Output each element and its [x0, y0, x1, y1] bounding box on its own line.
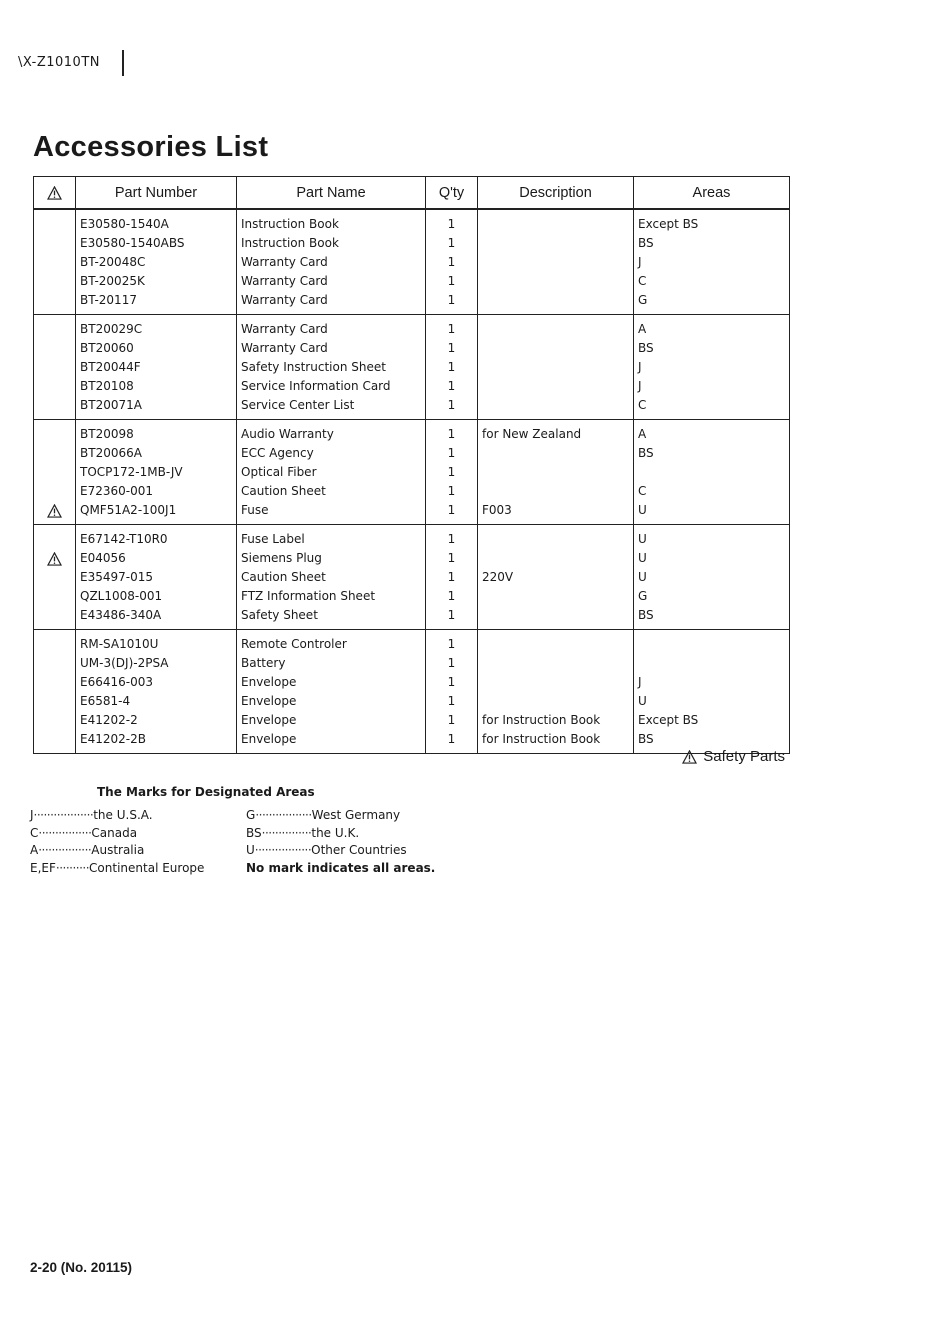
description-cell	[478, 587, 634, 606]
area-name: Other Countries	[311, 843, 407, 857]
description-cell	[478, 234, 634, 253]
table-row	[34, 654, 790, 673]
area-code: J	[30, 808, 34, 822]
leader-dots: ··················	[33, 808, 94, 822]
description-cell	[478, 291, 634, 315]
areas-cell: U	[634, 568, 790, 587]
description-cell	[478, 396, 634, 420]
safety-mark-cell	[34, 234, 76, 253]
area-legend-left	[30, 807, 204, 877]
header-description: Description	[478, 177, 634, 210]
part-name-cell: Instruction Book	[237, 234, 426, 253]
part-number-cell: BT20098	[76, 420, 237, 445]
qty-cell: 1	[426, 606, 478, 630]
part-number-cell: RM-SA1010U	[76, 630, 237, 655]
part-name-cell: Warranty Card	[237, 339, 426, 358]
part-name-cell: Caution Sheet	[237, 482, 426, 501]
area-code: BS	[246, 825, 262, 840]
description-cell	[478, 606, 634, 630]
part-number-cell: QMF51A2-100J1	[76, 501, 237, 525]
qty-cell: 1	[426, 501, 478, 525]
areas-cell: C	[634, 396, 790, 420]
page-footer: 2-20 (No. 20115)	[30, 1260, 133, 1275]
description-cell	[478, 377, 634, 396]
part-number-cell: E35497-015	[76, 568, 237, 587]
warning-triangle-icon	[47, 552, 62, 566]
description-cell	[478, 463, 634, 482]
part-number-cell: BT20108	[76, 377, 237, 396]
areas-cell: BS	[634, 339, 790, 358]
part-number-cell: BT20029C	[76, 315, 237, 340]
safety-mark-cell	[34, 525, 76, 550]
description-cell	[478, 315, 634, 340]
table-row	[34, 209, 790, 234]
area-name: the U.S.A.	[93, 808, 153, 822]
part-number-cell: BT20066A	[76, 444, 237, 463]
table-row	[34, 358, 790, 377]
table-row	[34, 501, 790, 525]
qty-cell: 1	[426, 291, 478, 315]
part-name-cell: Fuse	[237, 501, 426, 525]
table-row	[34, 291, 790, 315]
description-cell: for Instruction Book	[478, 711, 634, 730]
area-name: the U.K.	[311, 825, 360, 840]
safety-mark-cell	[34, 396, 76, 420]
areas-cell: U	[634, 692, 790, 711]
description-cell	[478, 525, 634, 550]
part-number-cell: E30580-1540A	[76, 209, 237, 234]
header-part-name: Part Name	[237, 177, 426, 210]
area-legend-item	[246, 842, 435, 860]
table-row	[34, 606, 790, 630]
part-name-cell: Safety Sheet	[237, 606, 426, 630]
qty-cell: 1	[426, 358, 478, 377]
areas-cell: BS	[634, 444, 790, 463]
warning-triangle-icon	[47, 186, 62, 200]
safety-mark-cell	[34, 420, 76, 445]
part-name-cell: Envelope	[237, 673, 426, 692]
qty-cell: 1	[426, 420, 478, 445]
part-name-cell: Service Center List	[237, 396, 426, 420]
part-name-cell: Warranty Card	[237, 272, 426, 291]
header-safety-icon	[34, 177, 76, 210]
areas-cell: BS	[634, 730, 790, 754]
table-row	[34, 673, 790, 692]
table-row	[34, 315, 790, 340]
areas-cell: J	[634, 358, 790, 377]
safety-mark-cell	[34, 692, 76, 711]
qty-cell: 1	[426, 444, 478, 463]
table-row	[34, 525, 790, 550]
areas-cell: C	[634, 482, 790, 501]
qty-cell: 1	[426, 315, 478, 340]
area-name: Canada	[91, 825, 138, 840]
qty-cell: 1	[426, 692, 478, 711]
safety-mark-cell	[34, 630, 76, 655]
table-row	[34, 568, 790, 587]
part-number-cell: E30580-1540ABS	[76, 234, 237, 253]
areas-cell: C	[634, 272, 790, 291]
page-title: Accessories List	[33, 131, 269, 163]
description-cell: F003	[478, 501, 634, 525]
qty-cell: 1	[426, 377, 478, 396]
qty-cell: 1	[426, 711, 478, 730]
table-row	[34, 396, 790, 420]
description-cell	[478, 358, 634, 377]
part-name-cell: Service Information Card	[237, 377, 426, 396]
part-name-cell: Instruction Book	[237, 209, 426, 234]
areas-cell: G	[634, 291, 790, 315]
areas-cell: U	[634, 501, 790, 525]
area-code: C	[30, 825, 39, 840]
qty-cell: 1	[426, 482, 478, 501]
safety-mark-cell	[34, 444, 76, 463]
table-row	[34, 692, 790, 711]
header-qty: Q'ty	[426, 177, 478, 210]
area-code: E,EF	[30, 860, 56, 875]
area-legend-right	[246, 807, 435, 877]
warning-triangle-icon	[682, 750, 697, 764]
safety-mark-cell	[34, 315, 76, 340]
part-name-cell: ECC Agency	[237, 444, 426, 463]
part-number-cell: E72360-001	[76, 482, 237, 501]
table-header-row	[34, 177, 790, 210]
table-row	[34, 339, 790, 358]
part-name-cell: Optical Fiber	[237, 463, 426, 482]
part-number-cell: QZL1008-001	[76, 587, 237, 606]
part-number-cell: BT-20117	[76, 291, 237, 315]
area-legend-item	[30, 842, 204, 860]
area-legend-item	[30, 807, 204, 825]
table-row	[34, 234, 790, 253]
safety-mark-cell	[34, 673, 76, 692]
part-name-cell: Envelope	[237, 711, 426, 730]
table-row	[34, 272, 790, 291]
safety-mark-cell	[34, 339, 76, 358]
safety-mark-cell	[34, 463, 76, 482]
qty-cell: 1	[426, 234, 478, 253]
safety-mark-cell	[34, 272, 76, 291]
areas-cell: A	[634, 315, 790, 340]
areas-cell: U	[634, 525, 790, 550]
accessories-table	[33, 176, 790, 754]
table-row	[34, 711, 790, 730]
area-code: G	[246, 808, 256, 822]
table-row	[34, 630, 790, 655]
table-row	[34, 482, 790, 501]
part-number-cell: E41202-2	[76, 711, 237, 730]
part-name-cell: Warranty Card	[237, 253, 426, 272]
qty-cell: 1	[426, 339, 478, 358]
part-number-cell: BT20071A	[76, 396, 237, 420]
area-name: Australia	[91, 843, 145, 857]
part-number-cell: BT20060	[76, 339, 237, 358]
area-name: West Germany	[311, 808, 401, 822]
qty-cell: 1	[426, 549, 478, 568]
table-row	[34, 444, 790, 463]
part-name-cell: Safety Instruction Sheet	[237, 358, 426, 377]
leader-dots: ················	[38, 843, 92, 857]
description-cell: for Instruction Book	[478, 730, 634, 754]
areas-cell: Except BS	[634, 209, 790, 234]
description-cell	[478, 253, 634, 272]
area-legend-item	[246, 807, 435, 825]
description-cell	[478, 692, 634, 711]
leader-dots: ··········	[55, 860, 90, 875]
description-cell	[478, 482, 634, 501]
areas-cell: BS	[634, 606, 790, 630]
areas-cell: J	[634, 377, 790, 396]
safety-mark-cell	[34, 209, 76, 234]
qty-cell: 1	[426, 253, 478, 272]
area-code: A	[30, 843, 39, 857]
area-legend-item	[30, 860, 204, 878]
qty-cell: 1	[426, 525, 478, 550]
part-number-cell: E66416-003	[76, 673, 237, 692]
model-number: \X-Z1010TN	[18, 50, 124, 76]
description-cell	[478, 673, 634, 692]
description-cell	[478, 272, 634, 291]
leader-dots: ·················	[255, 808, 312, 822]
areas-cell: A	[634, 420, 790, 445]
areas-cell: BS	[634, 234, 790, 253]
areas-cell	[634, 654, 790, 673]
safety-mark-cell	[34, 291, 76, 315]
area-legend-item	[30, 825, 204, 843]
part-number-cell: BT20044F	[76, 358, 237, 377]
part-name-cell: Envelope	[237, 730, 426, 754]
safety-mark-cell	[34, 501, 76, 525]
description-cell: 220V	[478, 568, 634, 587]
part-number-cell: E43486-340A	[76, 606, 237, 630]
qty-cell: 1	[426, 730, 478, 754]
part-name-cell: Siemens Plug	[237, 549, 426, 568]
table-row	[34, 253, 790, 272]
qty-cell: 1	[426, 463, 478, 482]
part-name-cell: Battery	[237, 654, 426, 673]
leader-dots: ···············	[261, 825, 312, 840]
areas-cell: U	[634, 549, 790, 568]
table-body	[34, 209, 790, 754]
area-name: Continental Europe	[89, 860, 205, 875]
table-row	[34, 377, 790, 396]
qty-cell: 1	[426, 587, 478, 606]
part-number-cell: E6581-4	[76, 692, 237, 711]
table-row	[34, 549, 790, 568]
table-row	[34, 730, 790, 754]
safety-mark-cell	[34, 568, 76, 587]
header-areas: Areas	[634, 177, 790, 210]
safety-mark-cell	[34, 377, 76, 396]
areas-cell: J	[634, 253, 790, 272]
area-legend-item	[246, 825, 435, 843]
safety-mark-cell	[34, 654, 76, 673]
leader-dots: ················	[38, 825, 92, 840]
marks-title: The Marks for Designated Areas	[97, 785, 315, 799]
table-row	[34, 420, 790, 445]
part-name-cell: Caution Sheet	[237, 568, 426, 587]
safety-parts-note	[682, 748, 785, 765]
leader-dots: ·················	[254, 843, 312, 857]
safety-parts-label: Safety Parts	[703, 748, 785, 765]
part-name-cell: Audio Warranty	[237, 420, 426, 445]
table-row	[34, 463, 790, 482]
description-cell	[478, 209, 634, 234]
description-cell	[478, 549, 634, 568]
qty-cell: 1	[426, 396, 478, 420]
safety-mark-cell	[34, 606, 76, 630]
part-name-cell: Envelope	[237, 692, 426, 711]
areas-cell: Except BS	[634, 711, 790, 730]
qty-cell: 1	[426, 630, 478, 655]
safety-mark-cell	[34, 549, 76, 568]
areas-cell	[634, 463, 790, 482]
part-name-cell: Fuse Label	[237, 525, 426, 550]
part-number-cell: E67142-T10R0	[76, 525, 237, 550]
qty-cell: 1	[426, 209, 478, 234]
qty-cell: 1	[426, 654, 478, 673]
table-row	[34, 587, 790, 606]
safety-mark-cell	[34, 730, 76, 754]
part-number-cell: E41202-2B	[76, 730, 237, 754]
part-name-cell: Warranty Card	[237, 315, 426, 340]
description-cell	[478, 630, 634, 655]
safety-mark-cell	[34, 587, 76, 606]
part-number-cell: E04056	[76, 549, 237, 568]
part-number-cell: BT-20048C	[76, 253, 237, 272]
qty-cell: 1	[426, 568, 478, 587]
part-name-cell: Remote Controler	[237, 630, 426, 655]
description-cell	[478, 444, 634, 463]
part-name-cell: FTZ Information Sheet	[237, 587, 426, 606]
part-number-cell: TOCP172-1MB-JV	[76, 463, 237, 482]
qty-cell: 1	[426, 673, 478, 692]
safety-mark-cell	[34, 358, 76, 377]
description-cell: for New Zealand	[478, 420, 634, 445]
part-number-cell: UM-3(DJ)-2PSA	[76, 654, 237, 673]
safety-mark-cell	[34, 711, 76, 730]
all-areas-note: No mark indicates all areas.	[246, 860, 436, 875]
area-code: U	[246, 843, 255, 857]
safety-mark-cell	[34, 482, 76, 501]
areas-cell	[634, 630, 790, 655]
areas-cell: J	[634, 673, 790, 692]
header-part-number: Part Number	[76, 177, 237, 210]
description-cell	[478, 654, 634, 673]
qty-cell: 1	[426, 272, 478, 291]
warning-triangle-icon	[47, 504, 62, 518]
part-name-cell: Warranty Card	[237, 291, 426, 315]
safety-mark-cell	[34, 253, 76, 272]
description-cell	[478, 339, 634, 358]
areas-cell: G	[634, 587, 790, 606]
part-number-cell: BT-20025K	[76, 272, 237, 291]
